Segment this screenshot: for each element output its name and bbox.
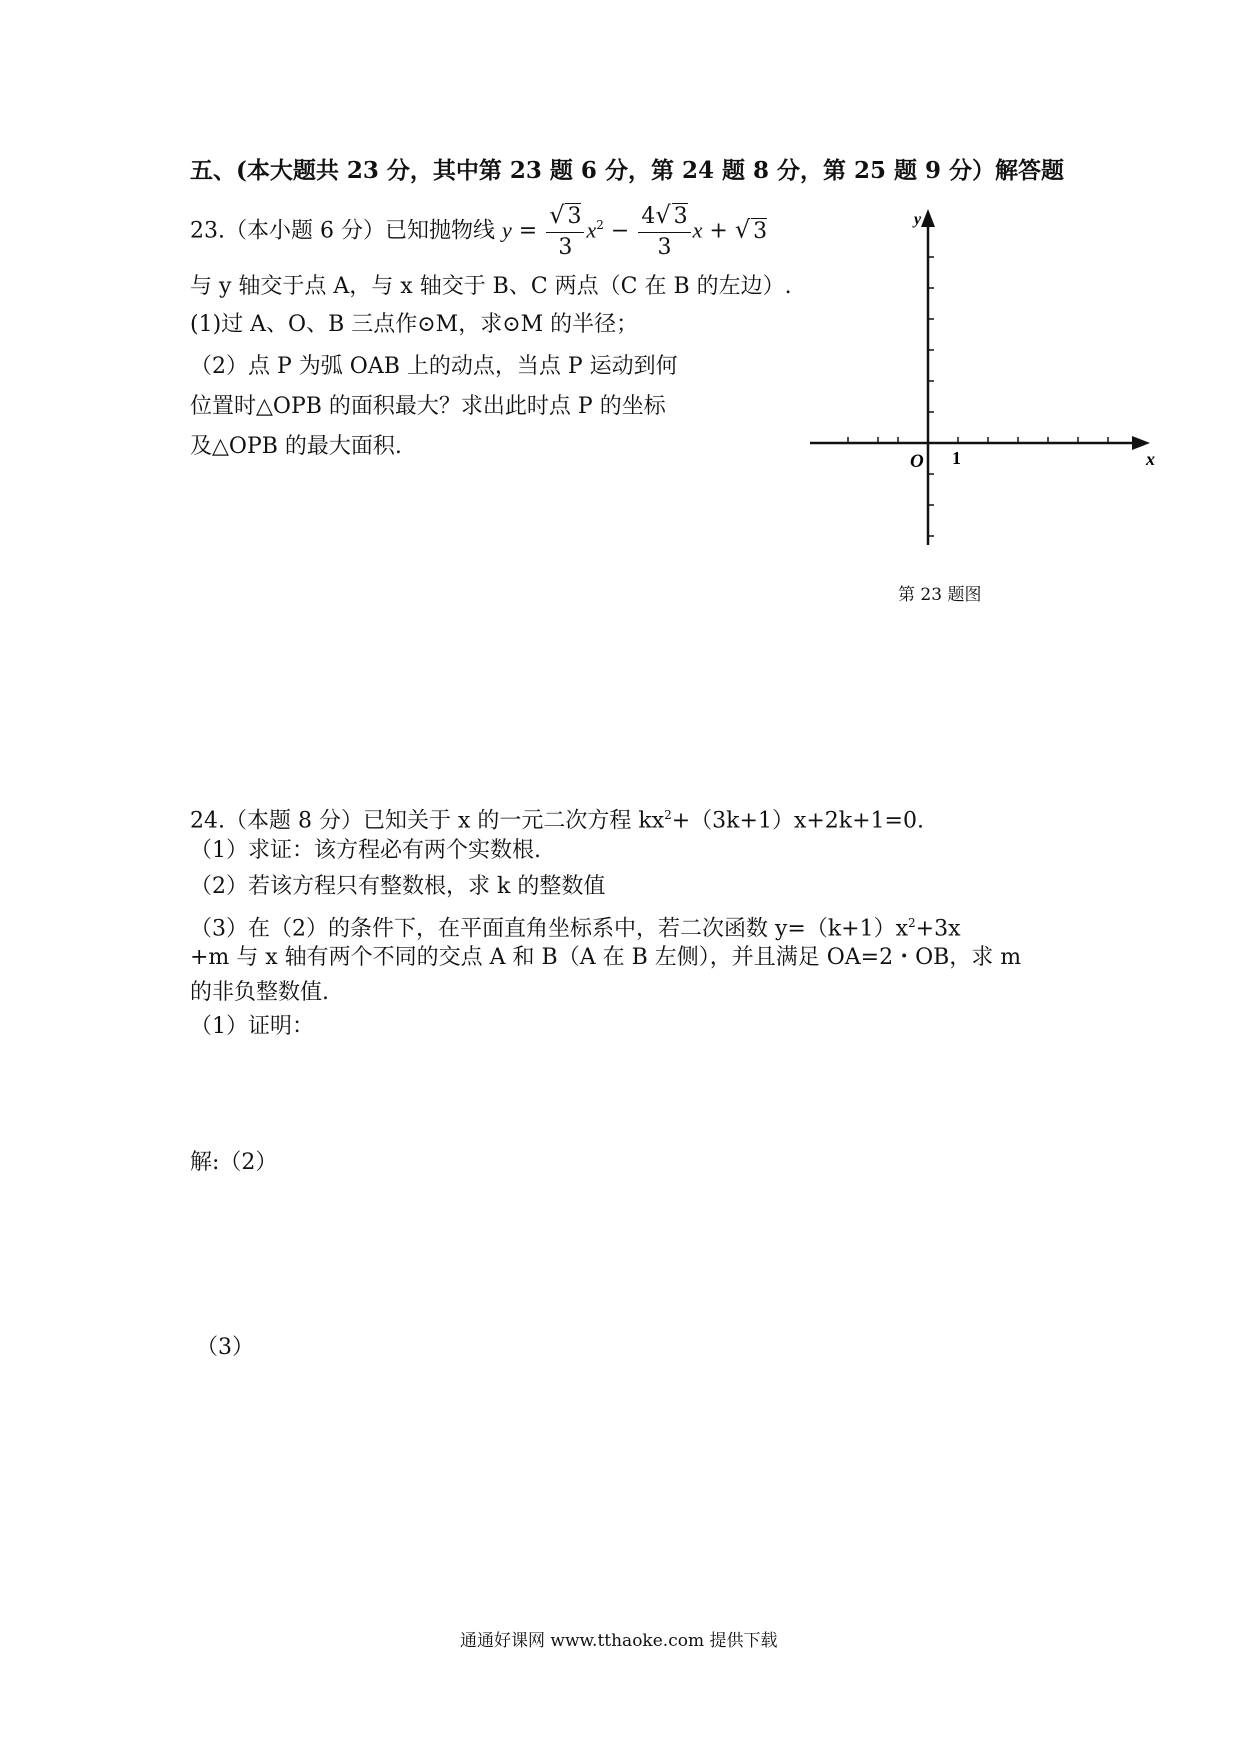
q23-eq-y: y (501, 217, 512, 243)
q23-term2-den: 3 (657, 235, 672, 260)
q23-part1: (1)过 A、O、B 三点作⊙M，求⊙M 的半径； (190, 312, 639, 337)
footer-credit: 通通好课网 www.tthaoke.com 提供下载 (460, 1631, 778, 1651)
q23-term1-num: 3 (567, 204, 582, 229)
q23-plus: + (709, 218, 728, 244)
coordinate-axes-figure (800, 205, 1180, 565)
q23-term2-fraction: $\frac{4√ 3}{3}$ (638, 200, 690, 263)
figure-caption: 第 23 题图 (898, 585, 982, 605)
q24-solution3-label: （3） (196, 1335, 254, 1360)
q24-part1: （1）求证：该方程必有两个实数根. (190, 838, 541, 863)
q23-term2-var: x (692, 217, 703, 243)
q24-stem-a: 24.（本题 8 分）已知关于 x 的一元二次方程 kx (190, 808, 665, 834)
q24-part3-line3: 的非负整数值. (190, 980, 329, 1005)
q23-stem: 23.（本小题 6 分）已知抛物线 y = $\frac{√ 3}{3}$ $x^2$ − $\frac{4√ 3}{3}$ x + √ 3 (190, 200, 767, 263)
q24-part3-a: （3）在（2）的条件下，在平面直角坐标系中，若二次函数 y=（k+1）x (190, 916, 909, 942)
q23-part2-line2: 位置时△OPB 的面积最大？求出此时点 P 的坐标 (190, 394, 666, 419)
q23-term1-var: x (586, 217, 597, 243)
q23-term1-fraction: $\frac{√ 3}{3}$ (546, 200, 584, 263)
q24-stem (190, 800, 924, 836)
q24-part3-line1 (190, 908, 961, 944)
q24-part2: （2）若该方程只有整数根，求 k 的整数值 (190, 874, 606, 899)
q24-stem-b: +（3k+1）x+2k+1=0. (671, 808, 924, 834)
origin-label: O (910, 451, 924, 472)
q23-term2-coef: 4 (641, 204, 656, 229)
q23-term3: 3 (753, 218, 768, 244)
tick-label-1: 1 (952, 448, 961, 468)
y-axis-label: y (914, 211, 922, 228)
q23-minus: − (610, 218, 630, 244)
q24-stem-exp: 2 (664, 808, 672, 822)
q23-term1-den: 3 (558, 235, 573, 260)
q23-stem-prefix: 23.（本小题 6 分）已知抛物线 (190, 218, 495, 244)
x-axis-label: x (1146, 449, 1155, 469)
q24-proof-label: （1）证明： (190, 1014, 314, 1039)
q23-term1-exp: 2 (596, 218, 604, 233)
q23-eq-equals: = (518, 218, 538, 244)
q23-line2: 与 y 轴交于点 A，与 x 轴交于 B、C 两点（C 在 B 的左边）. (190, 274, 792, 299)
x-axis-arrow (1132, 436, 1150, 450)
q24-part3-line2: +m 与 x 轴有两个不同的交点 A 和 B（A 在 B 左侧），并且满足 OA=2・OB，求 m (190, 945, 1022, 970)
y-axis-arrow (921, 209, 935, 227)
q24-part3-b: +3x (915, 916, 961, 942)
q24-solution2-label: 解:（2） (190, 1150, 278, 1175)
q23-part2-line3: 及△OPB 的最大面积. (190, 434, 402, 459)
q24-part3-exp: 2 (908, 916, 916, 930)
q23-term2-num: 3 (673, 204, 688, 229)
q23-part2-line1: （2）点 P 为弧 OAB 上的动点，当点 P 运动到何 (190, 354, 678, 379)
section-heading: 五、(本大题共 23 分，其中第 23 题 6 分，第 24 题 8 分，第 25 题 9 分）解答题 (190, 157, 1065, 184)
